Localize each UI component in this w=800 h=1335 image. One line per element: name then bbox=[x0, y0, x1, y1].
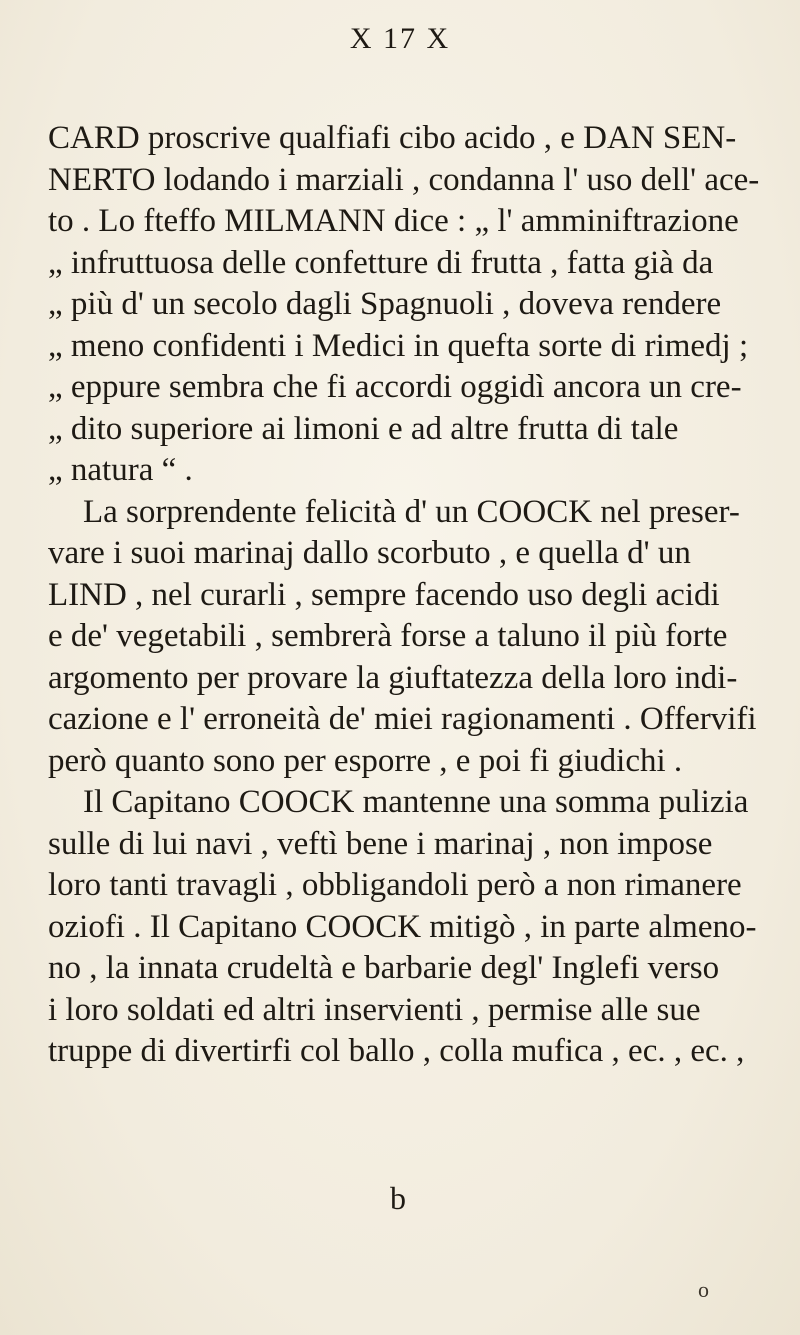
text-line: „ meno confidenti i Medici in quefta sorte di rimedj ; bbox=[48, 327, 749, 364]
text-line: argomento per provare la giuftatezza della loro indi- bbox=[48, 659, 738, 696]
text-line: Il Capitano COOCK mantenne una somma pulizia bbox=[83, 784, 749, 820]
catchword: o bbox=[698, 1277, 709, 1302]
page-header: X 17 X bbox=[349, 22, 451, 55]
text-line: truppe di divertirfi col ballo , colla mufica , ec. , ec. , bbox=[48, 1033, 745, 1069]
signature-mark: b bbox=[390, 1180, 406, 1216]
text-line: e de' vegetabili , sembrerà forse a taluno il più forte bbox=[48, 618, 728, 654]
text-line: „ più d' un secolo dagli Spagnuoli , doveva rendere bbox=[48, 286, 722, 322]
body-text bbox=[48, 118, 778, 1073]
text-line: „ eppure sembra che fi accordi oggidì ancora un cre- bbox=[48, 369, 742, 405]
text-line: vare i suoi marinaj dallo scorbuto , e quella d' un bbox=[48, 535, 691, 571]
text-line: i loro soldati ed altri inservienti , permise alle sue bbox=[48, 991, 701, 1028]
text-line: loro tanti travagli , obbligandoli però a non rimanere bbox=[48, 867, 742, 903]
text-line: „ infruttuosa delle confetture di frutta , fatta già da bbox=[48, 244, 714, 281]
text-line: NERTO lodando i marziali , condanna l' uso dell' ace- bbox=[48, 161, 760, 198]
text-line: oziofi . Il Capitano COOCK mitigò , in parte almeno- bbox=[48, 908, 757, 945]
text-line: CARD proscrive qualfiafi cibo acido , e DAN SEN- bbox=[48, 120, 737, 156]
text-line: no , la innata crudeltà e barbarie degl' Inglefi verso bbox=[48, 950, 720, 986]
text-line: sulle di lui navi , veftì bene i marinaj , non impose bbox=[48, 825, 713, 862]
text-line: cazione e l' erroneità de' miei ragionamenti . Offervifi bbox=[48, 701, 757, 737]
text-line: „ dito superiore ai limoni e ad altre frutta di tale bbox=[48, 410, 679, 447]
text-line: però quanto sono per esporre , e poi fi giudichi . bbox=[48, 742, 683, 779]
text-line: La sorprendente felicità d' un COOCK nel preser- bbox=[83, 493, 740, 530]
text-line: „ natura “ . bbox=[48, 452, 193, 488]
text-line: LIND , nel curarli , sempre facendo uso degli acidi bbox=[48, 576, 720, 613]
text-line: to . Lo fteffo MILMANN dice : „ l' amminiftrazione bbox=[48, 203, 739, 239]
